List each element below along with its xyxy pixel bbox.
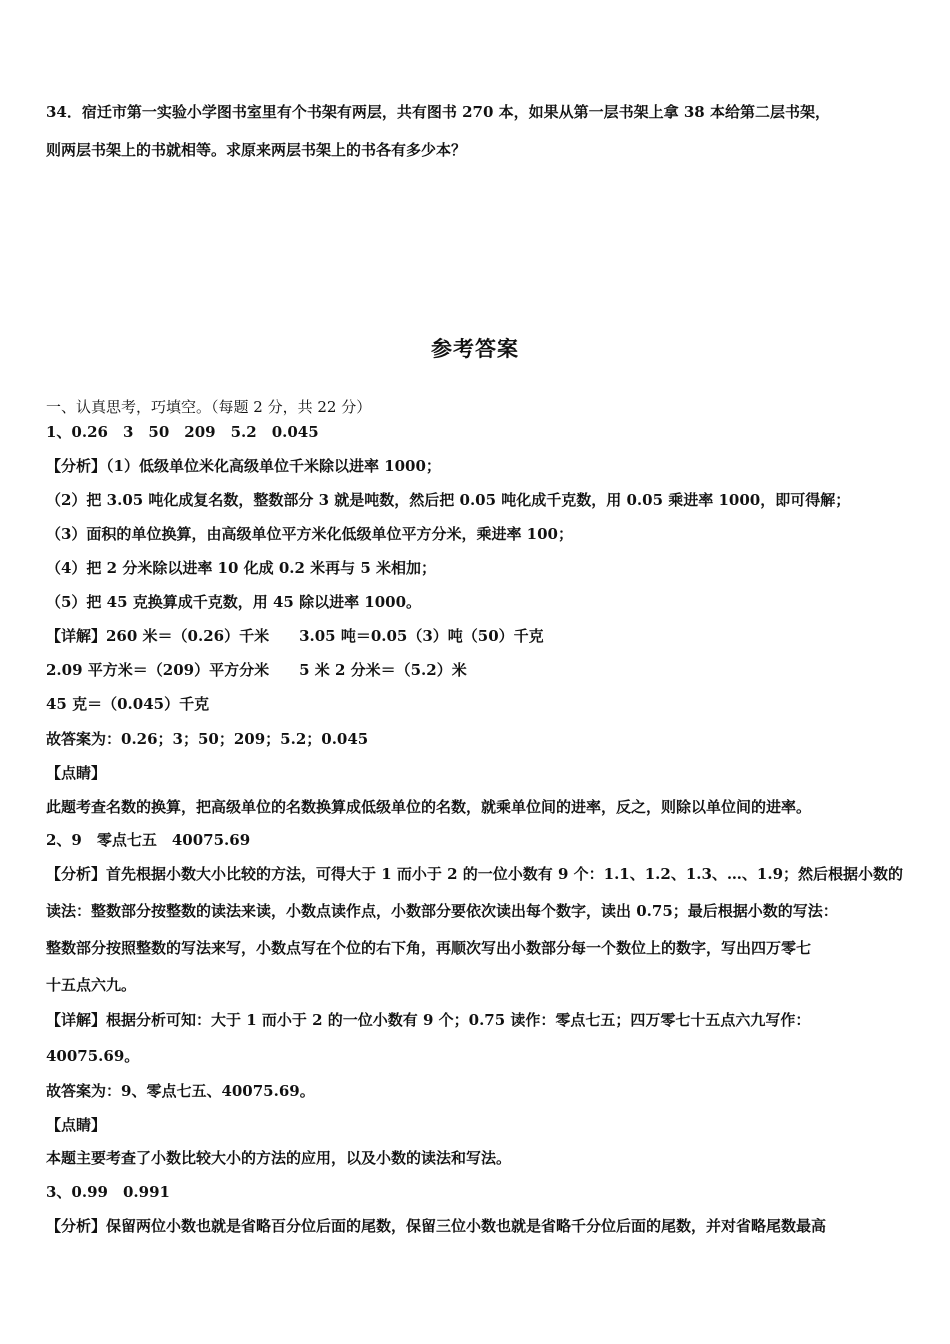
q1-detail-line: 【详解】260 米＝（0.26）千米 3.05 吨＝0.05（3）吨（50）千克	[46, 627, 544, 645]
q2-detail-line: 40075.69。	[46, 1047, 140, 1065]
question-34-line-1: 34．宿迁市第一实验小学图书室里有个书架有两层，共有图书 270 本，如果从第一层书架上拿 38 本给第二层书架，	[46, 103, 830, 121]
q1-analysis-line: （5）把 45 克换算成千克数，用 45 除以进率 1000。	[46, 593, 422, 611]
q2-answer: 2、9 零点七五 40075.69	[46, 831, 251, 849]
q2-highlight-label: 【点睛】	[46, 1116, 107, 1134]
q1-detail-line: 45 克＝（0.045）千克	[46, 695, 210, 713]
q1-highlight-label: 【点睛】	[46, 764, 107, 782]
q1-conclusion: 故答案为：0.26；3；50；209；5.2；0.045	[46, 730, 369, 748]
q1-answer: 1、0.26 3 50 209 5.2 0.045	[46, 423, 319, 441]
q2-analysis-line: 十五点六九。	[46, 976, 137, 994]
q2-conclusion: 故答案为：9、零点七五、40075.69。	[46, 1082, 315, 1100]
section-1-heading: 一、认真思考，巧填空。（每题 2 分，共 22 分）	[46, 398, 372, 416]
q1-analysis-line: （2）把 3.05 吨化成复名数，整数部分 3 就是吨数，然后把 0.05 吨化成千克数，用 0.05 乘进率 1000，即可得解；	[46, 491, 851, 509]
q2-detail-line: 【详解】根据分析可知：大于 1 而小于 2 的一位小数有 9 个；0.75 读作：零点七五；四万零七十五点六九写作：	[46, 1011, 811, 1029]
q2-highlight: 本题主要考查了小数比较大小的方法的应用，以及小数的读法和写法。	[46, 1149, 512, 1167]
q1-analysis-line: （3）面积的单位换算，由高级单位平方米化低级单位平方分米，乘进率 100；	[46, 525, 573, 543]
q3-analysis-line: 【分析】保留两位小数也就是省略百分位后面的尾数，保留三位小数也就是省略千分位后面的尾数，并对省略尾数最高	[46, 1217, 827, 1235]
q1-detail-line: 2.09 平方米＝（209）平方分米 5 米 2 分米＝（5.2）米	[46, 661, 467, 679]
q1-analysis-line: （4）把 2 分米除以进率 10 化成 0.2 米再与 5 米相加；	[46, 559, 437, 577]
question-34-line-2: 则两层书架上的书就相等。求原来两层书架上的书各有多少本？	[46, 141, 467, 159]
q1-highlight: 此题考查名数的换算，把高级单位的名数换算成低级单位的名数，就乘单位间的进率，反之，则除以单位间的进率。	[46, 798, 812, 816]
q1-analysis-line: 【分析】（1）低级单位米化高级单位千米除以进率 1000；	[46, 457, 441, 475]
answers-title: 参考答案	[431, 336, 519, 361]
q3-answer: 3、0.99 0.991	[46, 1183, 170, 1201]
q2-analysis-line: 整数部分按照整数的写法来写，小数点写在个位的右下角，再顺次写出小数部分每一个数位上的数字，写出四万零七	[46, 939, 812, 957]
q2-analysis-line: 【分析】首先根据小数大小比较的方法，可得大于 1 而小于 2 的一位小数有 9 个：1.1、1.2、1.3、…、1.9；然后根据小数的	[46, 865, 904, 883]
q2-analysis-line: 读法：整数部分按整数的读法来读，小数点读作点，小数部分要依次读出每个数字，读出 0.75；最后根据小数的写法：	[46, 902, 838, 920]
